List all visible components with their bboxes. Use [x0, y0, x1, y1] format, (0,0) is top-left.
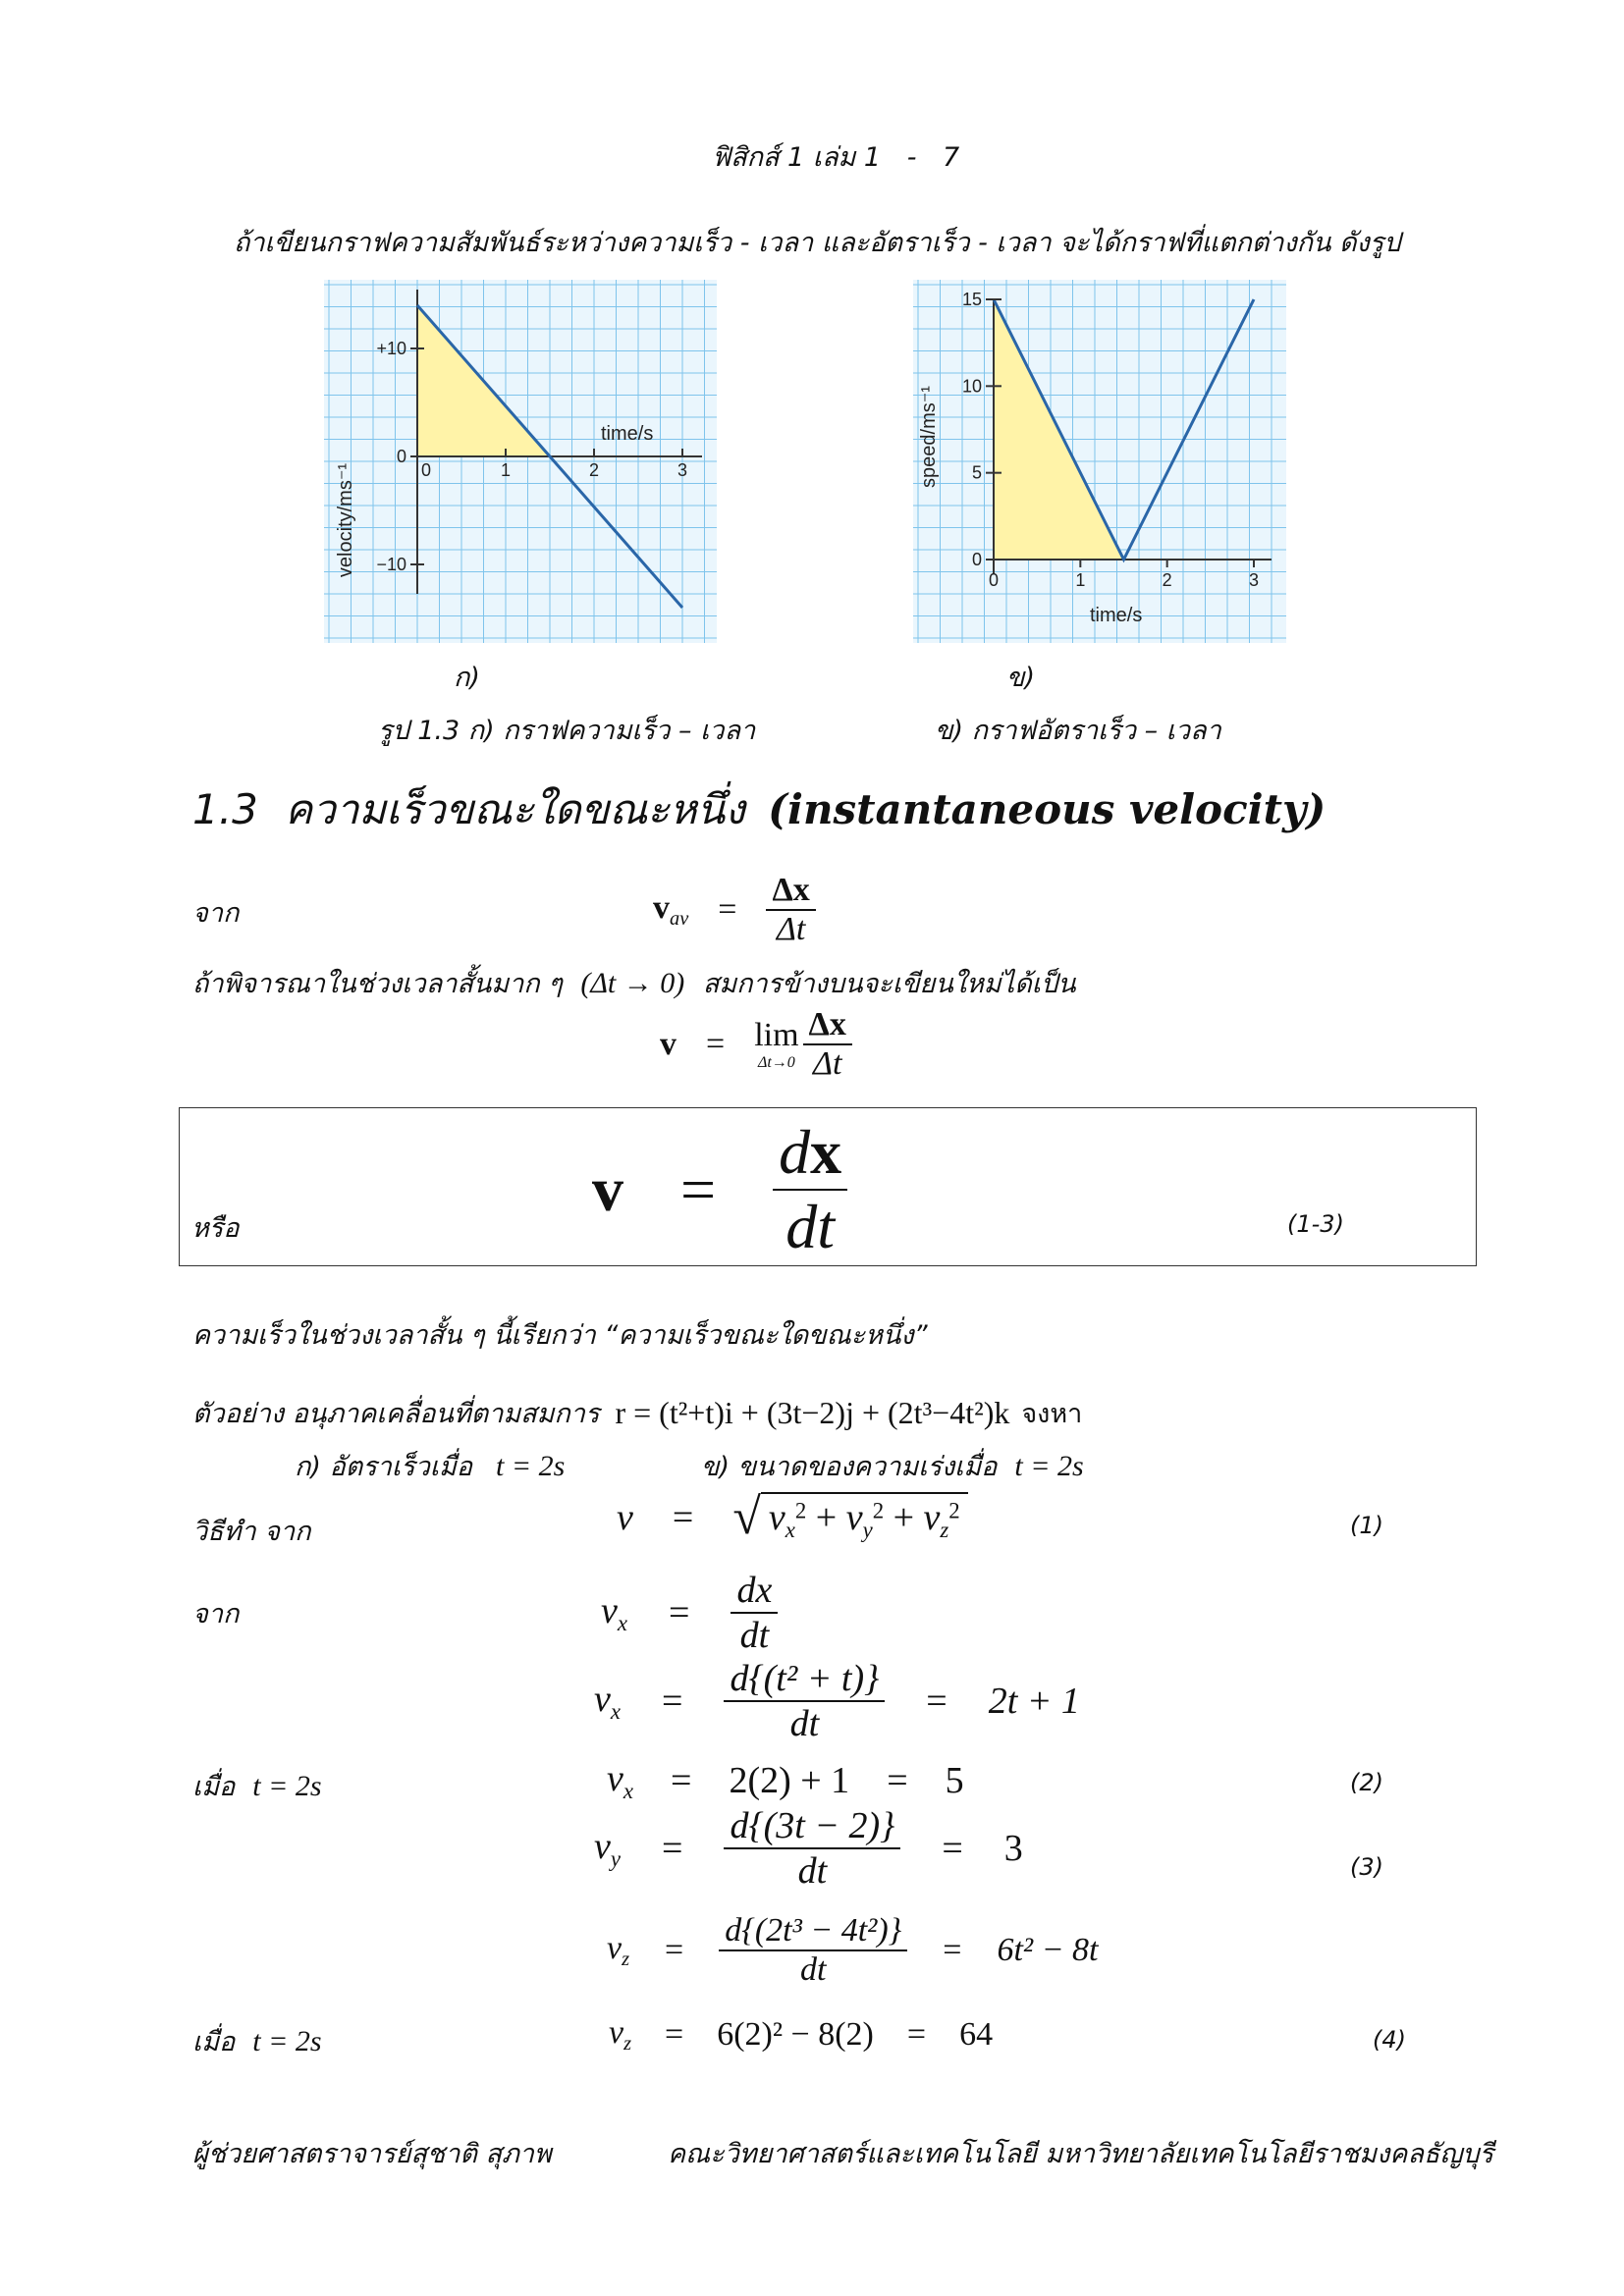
chart-b-ytick-label: 15: [961, 290, 982, 309]
section-title: ความเร็วขณะใดขณะหนึ่ง: [285, 785, 745, 833]
example-label: ตัวอย่าง อนุภาคเคลื่อนที่ตามสมการ: [192, 1399, 600, 1429]
vx-value: [607, 1757, 964, 1804]
dt-text: dt: [797, 1850, 828, 1892]
when-row-2: [192, 2020, 322, 2062]
delta-t: Δt: [776, 911, 806, 947]
dt-text: dt: [789, 1703, 820, 1744]
equals-sign: =: [665, 1932, 684, 1968]
chart-a-xtick-label: 0: [421, 460, 432, 480]
section-heading: [192, 777, 1326, 842]
step-number-1: (1): [1350, 1512, 1383, 1539]
part-a: [295, 1445, 565, 1487]
step-number-3: (3): [1350, 1853, 1383, 1881]
limit-intro: ถ้าพิจารณาในช่วงเวลาสั้นมาก ๆ: [192, 969, 563, 999]
vz-symbol: $v_z$: [607, 1929, 630, 1971]
limit-fraction: [803, 1006, 852, 1083]
chart-b-xtick-label: 0: [988, 570, 1000, 590]
vy-numerator: d{(3t − 2)}: [730, 1805, 895, 1846]
chart-a-xtick-label: 2: [588, 460, 600, 480]
footer-author: ผู้ช่วยศาสตราจารย์สุชาติ สุภาพ: [192, 2139, 552, 2169]
vy-derivative: [594, 1804, 1023, 1893]
vx-substitution: 2(2) + 1: [729, 1759, 850, 1801]
part-b-label: ข) ขนาดของความเร่งเมื่อ: [701, 1452, 998, 1482]
delta-x: Δx: [808, 1006, 846, 1042]
chart-a-xtick-label: 1: [500, 460, 512, 480]
chart-b-ytick-label: 0: [971, 550, 982, 569]
figure-caption-b: ข) กราฟอัตราเร็ว – เวลา: [935, 716, 1221, 746]
equation-number: (1-3): [1287, 1210, 1344, 1238]
vx-derivative: [594, 1657, 1080, 1745]
limit-equation: [660, 1006, 852, 1083]
page-number: 7: [943, 142, 960, 173]
footer-affiliation: คณะวิทยาศาสตร์และเทคโนโลยี มหาวิทยาลัยเทคโนโลยีราชมงคลธัญบุรี: [668, 2139, 1493, 2169]
vav-symbol: $v_{av}$: [653, 888, 689, 931]
vz-derivative: [607, 1912, 1099, 1989]
lim-text: lim: [754, 1017, 799, 1053]
chart-a-ytick-label: −10: [376, 555, 406, 574]
vz-result: 6t² − 8t: [997, 1932, 1099, 1968]
chart-b-xlabel: time/s: [1090, 605, 1143, 626]
solution-label: วิธีทำ จาก: [192, 1517, 311, 1547]
vz-symbol: $v_z$: [609, 2014, 632, 2056]
delta-t: Δt: [812, 1045, 842, 1082]
instant-definition: ความเร็วในช่วงเวลาสั้น ๆ นี้เรียกว่า “ความเร็วขณะใดขณะหนึ่ง”: [192, 1320, 928, 1351]
header-title: ฟิสิกส์ 1 เล่ม 1: [712, 142, 882, 173]
chart-a-ytick-label: 0: [396, 447, 406, 466]
equals-sign: =: [672, 1497, 694, 1538]
position-equation: r = (t²+t)i + (3t−2)j + (2t³−4t²)k: [615, 1395, 1010, 1430]
chart-b-ytick-label: 5: [971, 462, 982, 483]
when-time: t = 2s: [252, 2024, 322, 2057]
vy-result: 3: [1003, 1828, 1023, 1869]
example-line: [192, 1392, 1082, 1434]
equals-sign: =: [943, 1932, 962, 1968]
vx-fraction: [724, 1657, 885, 1745]
step-number-2: (2): [1350, 1769, 1383, 1796]
intro-text: ถ้าเขียนกราฟความสัมพันธ์ระหว่างความเร็ว - เวลา และอัตราเร็ว - เวลา จะได้กราฟที่แตกต่างกัน ดังรูป: [234, 228, 1401, 258]
from-label-2: จาก: [192, 1599, 240, 1629]
part-a-time: t = 2s: [496, 1449, 566, 1482]
header-dash: -: [906, 142, 917, 173]
vx-number: 5: [945, 1759, 964, 1801]
dx-dt-fraction: [731, 1569, 778, 1657]
when-label: เมื่อ: [192, 1772, 236, 1802]
equals-sign: =: [671, 1759, 692, 1801]
limit-condition: (Δt → 0): [580, 967, 685, 999]
speed-magnitude-equation: [617, 1489, 968, 1545]
vx-symbol: $v_x$: [594, 1679, 621, 1724]
speed-symbol: v: [617, 1497, 633, 1538]
part-a-label: ก) อัตราเร็วเมื่อ: [295, 1452, 473, 1482]
derivative-fraction: [773, 1116, 847, 1263]
dt-text: dt: [800, 1951, 827, 1988]
lim-subscript: Δt→0: [757, 1054, 795, 1071]
big-v-symbol: v: [592, 1154, 623, 1224]
velocity-time-chart: [324, 280, 717, 643]
chart-b-ytick-label: 10: [961, 376, 982, 397]
chart-a-xlabel: time/s: [601, 423, 654, 445]
section-number: 1.3: [192, 785, 258, 833]
vx-result: 2t + 1: [988, 1681, 1080, 1722]
vz-numerator: d{(2t³ − 4t²)}: [725, 1912, 902, 1949]
or-label: หรือ: [191, 1213, 240, 1244]
chart-b-xtick-label: 1: [1075, 570, 1086, 590]
equals-sign: =: [942, 1828, 963, 1869]
dx-text: dx: [736, 1570, 773, 1611]
v-symbol: v: [660, 1026, 677, 1062]
equals-sign: =: [906, 2016, 927, 2054]
big-dt: dt: [785, 1192, 835, 1261]
limit-after: สมการข้างบนจะเขียนใหม่ได้เป็น: [702, 969, 1076, 999]
sqrt-icon: √: [732, 1489, 761, 1545]
section-english: (instantaneous velocity): [768, 785, 1326, 833]
boxed-equation: [179, 1107, 1477, 1266]
equals-sign: =: [718, 891, 737, 928]
figure-label-b: ข): [1006, 663, 1035, 693]
vx-symbol: $v_x$: [607, 1758, 633, 1803]
figure-caption-a: รูป 1.3 ก) กราฟความเร็ว – เวลา: [378, 716, 756, 746]
chart-a-ylabel: velocity/ms⁻¹: [335, 462, 356, 578]
part-b-time: t = 2s: [1014, 1449, 1084, 1482]
equals-sign: =: [662, 1828, 683, 1869]
chart-a-ytick-label: +10: [376, 339, 406, 358]
running-header: [712, 135, 959, 178]
find-label: จงหา: [1021, 1399, 1083, 1429]
vz-substitution: 6(2)² − 8(2): [717, 2016, 874, 2054]
equals-sign: =: [926, 1681, 947, 1722]
average-velocity-equation: [653, 872, 816, 948]
speed-time-chart: [913, 280, 1286, 643]
from-label-1: จาก: [192, 898, 240, 929]
limit-operator: [754, 1017, 798, 1072]
sqrt-body: $v_x^2 + v_y^2 + v_z^2$: [761, 1492, 968, 1543]
equals-sign: =: [665, 2016, 684, 2054]
vz-fraction: [719, 1912, 907, 1989]
step-number-4: (4): [1373, 2026, 1406, 2054]
big-equals: =: [680, 1154, 717, 1224]
figure-label-a: ก): [454, 663, 480, 693]
equals-sign: =: [887, 1759, 908, 1801]
chart-b-ylabel: speed/ms⁻¹: [918, 386, 940, 488]
vz-value: [609, 2014, 993, 2056]
vz-number: 64: [959, 2016, 994, 2054]
vx-symbol: $v_x$: [601, 1590, 627, 1635]
equals-sign: =: [669, 1592, 690, 1633]
big-dx: dx: [779, 1117, 842, 1187]
dt-text: dt: [739, 1615, 770, 1656]
delta-x: Δx: [772, 872, 810, 908]
when-row-1: [192, 1765, 322, 1807]
part-b: [701, 1445, 1084, 1487]
when-time: t = 2s: [252, 1769, 322, 1802]
when-label: เมื่อ: [192, 2027, 236, 2057]
chart-b-xtick-label: 2: [1162, 570, 1172, 590]
vy-fraction: [724, 1804, 900, 1893]
equals-sign: =: [662, 1681, 683, 1722]
instantaneous-velocity-equation: [592, 1116, 847, 1263]
vx-numerator: d{(t² + t)}: [730, 1658, 880, 1699]
equals-sign: =: [706, 1026, 726, 1062]
vx-definition: [601, 1569, 778, 1657]
chart-b-xtick-label: 3: [1248, 570, 1260, 590]
delta-fraction: [766, 872, 815, 948]
vy-symbol: $v_y$: [594, 1826, 621, 1871]
limit-sentence: [192, 962, 1076, 1004]
chart-a-xtick-label: 3: [677, 460, 688, 480]
